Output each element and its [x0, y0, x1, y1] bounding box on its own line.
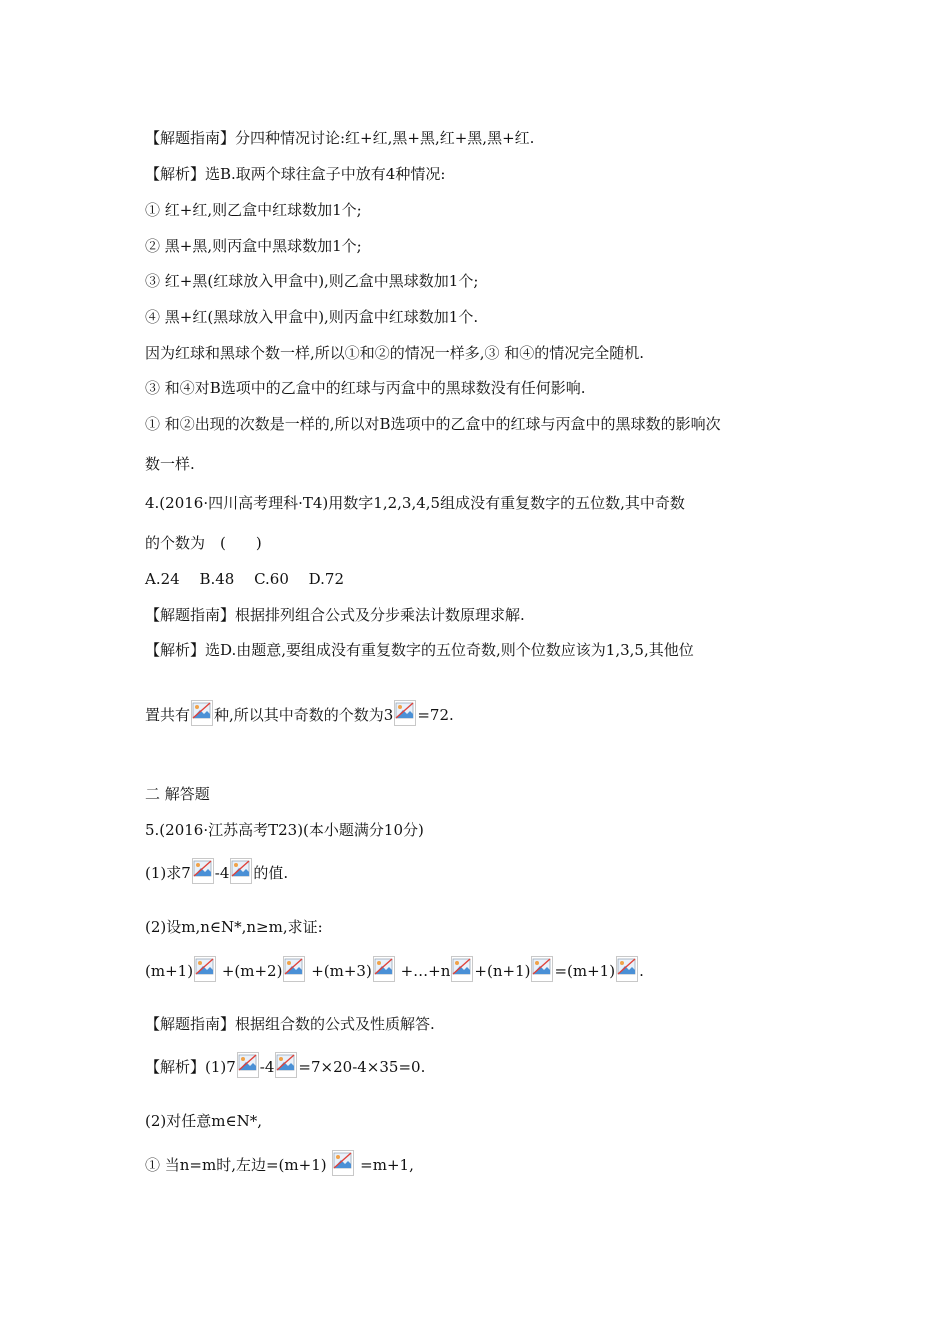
text-run: 【解析】(1)7	[145, 1058, 236, 1076]
formula-image-icon	[394, 700, 416, 726]
text-run: +…+n	[400, 962, 451, 980]
text-run: -4	[214, 864, 230, 882]
formula-image-icon	[194, 956, 216, 982]
text-run: =m+1,	[360, 1156, 414, 1174]
formula-image-icon	[451, 956, 473, 982]
text-line: (2)设m,n∈N*,n≥m,求证:	[145, 918, 323, 936]
text-run: 种,所以其中奇数的个数为3	[214, 706, 394, 724]
text-line	[145, 956, 644, 982]
text-run: 的值.	[253, 864, 289, 882]
formula-image-icon	[230, 858, 252, 884]
text-line: 【解题指南】分四种情况讨论:红+红,黑+黑,红+黑,黑+红.	[145, 129, 535, 147]
text-line: 【解析】选B.取两个球往盒子中放有4种情况:	[145, 165, 446, 183]
text-line: ① 红+红,则乙盒中红球数加1个;	[145, 201, 362, 219]
formula-image-icon	[616, 956, 638, 982]
formula-image-icon	[275, 1052, 297, 1078]
formula-image-icon	[192, 858, 214, 884]
text-line: 【解题指南】根据组合数的公式及性质解答.	[145, 1015, 435, 1033]
text-run: (m+1)	[145, 962, 194, 980]
text-run: +(m+2)	[221, 962, 283, 980]
text-line: ③ 和④对B选项中的乙盒中的红球与丙盒中的黑球数没有任何影响.	[145, 379, 586, 397]
text-line: (2)对任意m∈N*,	[145, 1112, 262, 1130]
text-run: (1)求7	[145, 864, 191, 882]
text-line: 【解析】选D.由题意,要组成没有重复数字的五位奇数,则个位数应该为1,3,5,其他位	[145, 641, 694, 659]
formula-image-icon	[332, 1150, 354, 1176]
section-heading: 二 解答题	[145, 785, 210, 803]
text-run: +(n+1)	[474, 962, 531, 980]
formula-image-icon	[237, 1052, 259, 1078]
text-line	[145, 1052, 425, 1078]
text-line: 【解题指南】根据排列组合公式及分步乘法计数原理求解.	[145, 606, 525, 624]
text-line: ④ 黑+红(黑球放入甲盒中),则丙盒中红球数加1个.	[145, 308, 479, 326]
text-line: 因为红球和黑球个数一样,所以①和②的情况一样多,③ 和④的情况完全随机.	[145, 344, 645, 362]
question-4: 4.(2016·四川高考理科·T4)用数字1,2,3,4,5组成没有重复数字的五位数,其中奇数	[145, 494, 685, 512]
formula-image-icon	[191, 700, 213, 726]
text-line: ① 和②出现的次数是一样的,所以对B选项中的乙盒中的红球与丙盒中的黑球数的影响次	[145, 415, 721, 433]
text-run: =(m+1)	[554, 962, 616, 980]
text-run: =7×20-4×35=0.	[298, 1058, 426, 1076]
question-5: 5.(2016·江苏高考T23)(本小题满分10分)	[145, 821, 424, 839]
formula-image-icon	[531, 956, 553, 982]
formula-image-icon	[283, 956, 305, 982]
text-line: 的个数为 ( )	[145, 534, 262, 552]
text-run: 置共有	[145, 706, 191, 724]
text-run: .	[639, 962, 644, 980]
text-line	[145, 1150, 414, 1176]
text-run: +(m+3)	[311, 962, 372, 980]
text-line: ③ 红+黑(红球放入甲盒中),则乙盒中黑球数加1个;	[145, 272, 479, 290]
text-run: ① 当n=m时,左边=(m+1)	[145, 1156, 327, 1174]
text-line	[145, 858, 288, 884]
text-line: 数一样.	[145, 455, 195, 473]
text-run: =72.	[417, 706, 454, 724]
formula-image-icon	[373, 956, 395, 982]
text-line: ② 黑+黑,则丙盒中黑球数加1个;	[145, 237, 362, 255]
text-run: -4	[259, 1058, 275, 1076]
answer-options: A.24 B.48 C.60 D.72	[145, 570, 345, 588]
text-line	[145, 700, 454, 726]
